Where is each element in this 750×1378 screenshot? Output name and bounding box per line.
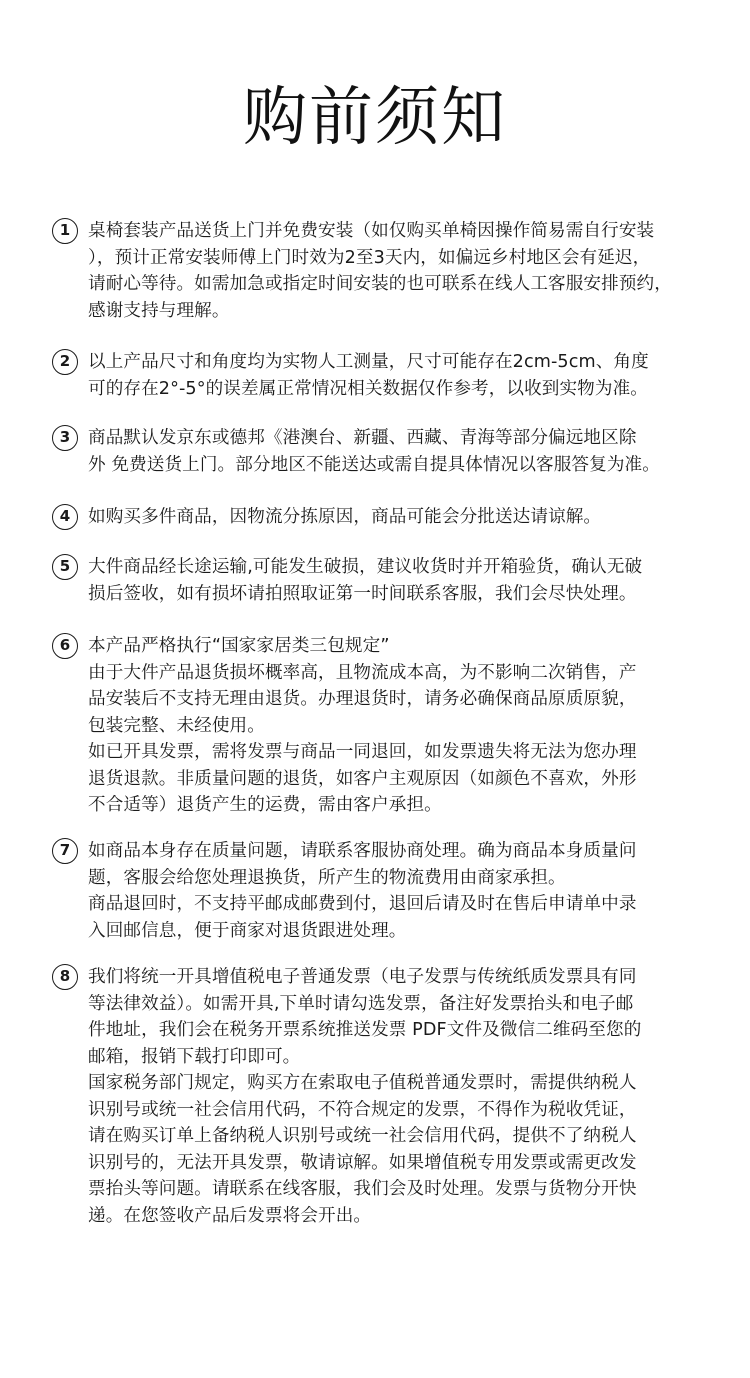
notice-text [88, 964, 736, 1229]
number-marker-5: 5 [52, 554, 78, 580]
notice-line: 票抬头等问题。请联系在线客服，我们会及时处理。发票与货物分开快 [88, 1179, 637, 1199]
number-marker-7: 7 [52, 838, 78, 864]
notice-line: 件地址，我们会在税务开票系统推送发票 PDF文件及微信二维码至您的 [88, 1020, 642, 1040]
notice-item-5 [52, 554, 742, 607]
notice-text [88, 838, 736, 944]
notice-item-3 [52, 425, 742, 478]
notice-line: 桌椅套装产品送货上门并免费安装（如仅购买单椅因操作简易需自行安装 [88, 221, 655, 241]
page-title: 购前须知 [243, 81, 507, 155]
notice-item-8 [52, 964, 742, 1229]
notice-line: 如商品本身存在质量问题，请联系客服协商处理。确为商品本身质量问 [88, 841, 637, 861]
number-marker-1: 1 [52, 218, 78, 244]
notice-line: ），预计正常安装师傅上门时效为2至3天内，如偏远乡村地区会有延迟， [88, 247, 651, 268]
notice-line: 入回邮信息，便于商家对退货跟进处理。 [88, 920, 407, 941]
number-marker-3: 3 [52, 425, 78, 451]
notice-line: 我们将统一开具增值税电子普通发票（电子发票与传统纸质发票具有同 [88, 967, 637, 987]
notice-line: 等法律效益）。如需开具,下单时请勾选发票，备注好发票抬头和电子邮 [88, 993, 634, 1014]
number-marker-6: 6 [52, 633, 78, 659]
notice-line: 品安装后不支持无理由退货。办理退货时，请务必确保商品原质原貌， [88, 689, 637, 709]
notice-item-4 [52, 504, 742, 531]
notice-line: 如已开具发票，需将发票与商品一同退回，如发票遗失将无法为您办理 [88, 742, 637, 762]
notice-item-1 [52, 218, 742, 324]
notice-line: 以上产品尺寸和角度均为实物人工测量，尺寸可能存在2cm-5cm、角度 [88, 352, 649, 372]
notice-line: 可的存在2°-5°的误差属正常情况相关数据仅作参考，以收到实物为准。 [88, 378, 648, 399]
notice-line: 损后签收，如有损坏请拍照取证第一时间联系客服，我们会尽快处理。 [88, 583, 637, 604]
notice-line: 退货退款。非质量问题的退货，如客户主观原因（如颜色不喜欢，外形 [88, 768, 637, 789]
notice-line: 如购买多件商品，因物流分拣原因，商品可能会分批送达请谅解。 [88, 507, 602, 527]
notice-line: 邮箱，报销下载打印即可。 [88, 1046, 301, 1067]
notice-line: 国家税务部门规定，购买方在索取电子值税普通发票时，需提供纳税人 [88, 1073, 637, 1093]
notice-line: 商品默认发京东或德邦《港澳台、新疆、西藏、青海等部分偏远地区除 [88, 428, 637, 448]
notice-line: 包装完整、未经使用。 [88, 715, 265, 736]
notice-line: 感谢支持与理解。 [88, 300, 230, 321]
notice-line: 本产品严格执行“国家家居类三包规定” [88, 636, 390, 656]
notice-line: 商品退回时，不支持平邮成邮费到付，退回后请及时在售后申请单中录 [88, 894, 637, 914]
notice-text [88, 633, 736, 819]
notice-line: 识别号或统一社会信用代码，不符合规定的发票，不得作为税收凭证， [88, 1099, 637, 1120]
notice-item-6 [52, 633, 742, 819]
notice-line: 递。在您签收产品后发票将会开出。 [88, 1205, 372, 1226]
notice-line: 识别号的，无法开具发票，敬请谅解。如果增值税专用发票或需更改发 [88, 1152, 637, 1173]
notice-line: 外 免费送货上门。部分地区不能送达或需自提具体情况以客服答复为准。 [88, 454, 660, 475]
notice-item-7 [52, 838, 742, 944]
notice-text [88, 554, 736, 607]
notice-line: 不合适等）退货产生的运费，需由客户承担。 [88, 795, 442, 815]
notice-text [88, 349, 736, 402]
notice-text [88, 218, 736, 324]
notice-item-2 [52, 349, 742, 402]
number-marker-8: 8 [52, 964, 78, 990]
notice-text [88, 504, 736, 531]
notice-line: 由于大件产品退货损坏概率高，且物流成本高，为不影响二次销售，产 [88, 662, 637, 683]
notice-line: 请在购买订单上备纳税人识别号或统一社会信用代码，提供不了纳税人 [88, 1126, 637, 1146]
notice-line: 题，客服会给您处理退换货，所产生的物流费用由商家承担。 [88, 867, 566, 888]
number-marker-4: 4 [52, 504, 78, 530]
notice-line: 大件商品经长途运输,可能发生破损，建议收货时并开箱验货，确认无破 [88, 557, 643, 577]
notice-text [88, 425, 736, 478]
number-marker-2: 2 [52, 349, 78, 375]
notice-line: 请耐心等待。如需加急或指定时间安装的也可联系在线人工客服安排预约， [88, 274, 672, 294]
